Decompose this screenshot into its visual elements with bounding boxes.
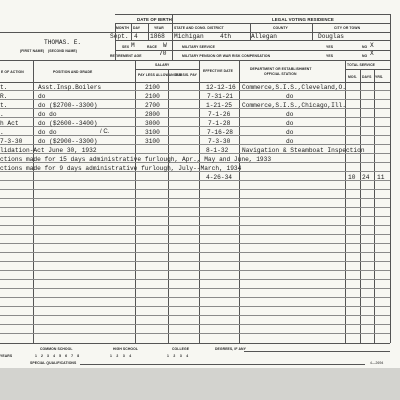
common-school-label: COMMON SCHOOL xyxy=(40,347,73,351)
common-school-years: 1 2 3 4 5 6 7 8 xyxy=(35,354,81,358)
table-bottom-line xyxy=(0,343,390,344)
row-rule xyxy=(0,180,390,181)
header-top-line xyxy=(115,14,390,15)
background-below-card xyxy=(0,368,400,400)
birth-year: 1868 xyxy=(150,33,165,40)
college-years: 1 2 3 4 xyxy=(167,354,190,358)
city-label: CITY OR TOWN xyxy=(334,26,361,30)
row-2-pay: 2100 xyxy=(145,93,160,100)
row-6-station: do xyxy=(286,129,294,136)
table-header-bottom-line xyxy=(0,82,390,83)
row-11-date: 4-26-34 xyxy=(206,174,232,181)
row-5-date: 7-1-28 xyxy=(208,120,231,127)
race-value: W xyxy=(163,42,167,49)
row-5-station: do xyxy=(286,120,294,127)
vline xyxy=(239,60,240,343)
legal-voting-residence-label: LEGAL VOTING RESIDENCE xyxy=(272,17,334,22)
military-pension-label: MILITARY PENSION OR WAR RISK COMPENSATION xyxy=(182,54,271,58)
row-5-position: do ($2600--3400) xyxy=(38,120,98,127)
hline xyxy=(345,69,390,70)
row-6-action: . xyxy=(0,129,4,136)
col-department: DEPARTMENT OR ESTABLISHMENT xyxy=(250,67,312,71)
row-4-station: do xyxy=(286,111,294,118)
row-8-date: 8-1-32 xyxy=(206,147,229,154)
vline xyxy=(33,60,34,343)
retirement-age-value: 70 xyxy=(159,50,167,57)
header-divider xyxy=(115,23,390,24)
hline xyxy=(115,50,390,51)
special-qualifications-label: SPECIAL QUALIFICATIONS xyxy=(30,361,77,365)
row-2-date: 7-31-21 xyxy=(207,93,233,100)
year-label: YEAR xyxy=(154,26,164,30)
row-rule xyxy=(0,324,390,325)
county-label: COUNTY xyxy=(273,26,288,30)
row-rule xyxy=(0,117,390,118)
date-of-birth-label: DATE OF BIRTH xyxy=(137,17,172,22)
row-2-station: do xyxy=(286,93,294,100)
degrees-label: DEGREES, IF ANY xyxy=(215,347,246,351)
row-4-action: . xyxy=(0,111,4,118)
row-7-action: 7-3-30 xyxy=(0,138,23,145)
hline xyxy=(135,69,199,70)
col-pay-less-allowances: PAY LESS ALLOWANCES xyxy=(138,73,181,77)
row-11-days: 24 xyxy=(362,174,370,181)
vline xyxy=(374,69,375,343)
row-3-action: t. xyxy=(0,102,8,109)
day-label: DAY xyxy=(133,26,141,30)
col-official-station: OFFICIAL STATION xyxy=(264,72,297,76)
vline xyxy=(199,60,200,343)
vline xyxy=(148,23,149,40)
birth-day: 4 xyxy=(134,33,138,40)
vline xyxy=(135,60,136,343)
row-11-mos: 10 xyxy=(348,174,356,181)
form-number: 4—2694 xyxy=(370,361,384,365)
row-1-station: Commerce,S.I.S.,Cleveland,O. xyxy=(242,84,346,91)
row-6-handwritten-mark: / C. xyxy=(100,129,110,135)
vline xyxy=(250,23,251,40)
yes-label-2: YES xyxy=(326,54,334,58)
col-nature-of-action: E OF ACTION xyxy=(1,70,24,74)
row-rule xyxy=(0,306,390,307)
sex-value: M xyxy=(131,42,135,49)
row-rule xyxy=(0,225,390,226)
row-1-date: 12-12-16 xyxy=(206,84,236,91)
row-7-date: 7-3-30 xyxy=(208,138,231,145)
row-4-date: 7-1-26 xyxy=(208,111,231,118)
degrees-underline xyxy=(244,351,390,352)
col-total-service: TOTAL SERVICE xyxy=(347,63,375,67)
yes-label-1: YES xyxy=(326,45,334,49)
col-yrs: YRS. xyxy=(375,75,384,79)
row-2-position: do xyxy=(38,93,46,100)
col-effective-date: EFFECTIVE DATE xyxy=(203,69,233,73)
high-school-years: 1 2 3 4 xyxy=(110,354,133,358)
special-qualifications-underline xyxy=(80,364,365,365)
row-rule xyxy=(0,261,390,262)
row-rule xyxy=(0,315,390,316)
row-8-station: Navigation & Steamboat Inspection xyxy=(242,147,365,154)
high-school-label: HIGH SCHOOL xyxy=(113,347,139,351)
first-name-label: (FIRST NAME) xyxy=(20,49,45,53)
row-5-pay: 3000 xyxy=(145,120,160,127)
row-rule xyxy=(0,189,390,190)
state-district-label: STATE AND CONG. DISTRICT xyxy=(174,26,224,30)
military-service-no-mark: X xyxy=(370,42,374,49)
employee-name: THOMAS. E. xyxy=(44,39,82,46)
row-8-action: lidation-Act June 30, 1932 xyxy=(0,147,97,154)
row-3-position: do ($2700--3300) xyxy=(38,102,98,109)
birth-district: 4th xyxy=(220,33,232,40)
retirement-age-label: RETIREMENT AGE xyxy=(110,54,142,58)
vline xyxy=(312,23,313,40)
row-3-station: Commerce,S.I.S.,Chicago,Ill. xyxy=(242,102,346,109)
row-1-pay: 2100 xyxy=(145,84,160,91)
row-11-yrs: 11 xyxy=(377,174,385,181)
row-1-action: t. xyxy=(0,84,8,91)
county-value: Allegan xyxy=(251,33,277,40)
col-mos: MOS. xyxy=(348,75,358,79)
row-3-date: 1-21-25 xyxy=(206,102,232,109)
row-3-pay: 2700 xyxy=(145,102,160,109)
row-rule xyxy=(0,99,390,100)
sex-label: SEX xyxy=(122,45,130,49)
row-rule xyxy=(0,252,390,253)
row-rule xyxy=(0,243,390,244)
col-subsistence: SUBSIS. PAY xyxy=(175,73,198,77)
row-rule xyxy=(0,207,390,208)
col-days: DAYS xyxy=(362,75,372,79)
row-4-position: do do xyxy=(38,111,57,118)
row-9-note: ctions made for 15 days administrative furlough, Apr., May and June, 1933 xyxy=(0,156,272,163)
row-2-action: R. xyxy=(0,93,8,100)
row-4-pay: 2800 xyxy=(145,111,160,118)
table-top-line xyxy=(0,60,390,61)
vline xyxy=(168,69,169,343)
col-position-and-grade: POSITION AND GRADE xyxy=(53,70,93,74)
row-rule xyxy=(0,297,390,298)
row-rule xyxy=(0,198,390,199)
month-label: MONTH xyxy=(116,26,129,30)
vline xyxy=(115,23,116,60)
row-5-action: h Act xyxy=(0,120,19,127)
city-value: Douglas xyxy=(318,33,344,40)
row-6-position: do do xyxy=(38,129,57,136)
row-rule xyxy=(0,279,390,280)
hline xyxy=(115,40,390,41)
row-rule xyxy=(0,270,390,271)
military-pension-no-mark: X xyxy=(370,50,374,57)
row-7-pay: 3100 xyxy=(145,138,160,145)
college-label: COLLEGE xyxy=(172,347,190,351)
row-rule xyxy=(0,288,390,289)
row-rule xyxy=(0,234,390,235)
second-name-label: (SECOND NAME) xyxy=(48,49,77,53)
vline xyxy=(390,14,391,343)
row-rule xyxy=(0,216,390,217)
col-salary: SALARY xyxy=(155,63,170,67)
birth-month: Sept. xyxy=(110,33,129,40)
military-service-label: MILITARY SERVICE xyxy=(182,45,215,49)
years-label: YEARS xyxy=(0,354,13,358)
vline xyxy=(172,14,173,60)
birth-state: Michigan xyxy=(174,33,204,40)
race-label: RACE xyxy=(147,45,158,49)
row-6-date: 7-16-28 xyxy=(207,129,233,136)
row-6-pay: 3100 xyxy=(145,129,160,136)
row-10-note: ctions made for 9 days administrative furlough, July--March, 1934 xyxy=(0,165,242,172)
row-7-position: do ($2900--3300) xyxy=(38,138,98,145)
row-1-position: Asst.Insp.Boilers xyxy=(38,84,102,91)
row-rule xyxy=(0,135,390,136)
row-rule xyxy=(0,333,390,334)
no-label-1: NO xyxy=(362,45,368,49)
vline xyxy=(131,23,132,40)
no-label-2: NO xyxy=(362,54,368,58)
row-7-station: do xyxy=(286,138,294,145)
vline xyxy=(360,69,361,343)
